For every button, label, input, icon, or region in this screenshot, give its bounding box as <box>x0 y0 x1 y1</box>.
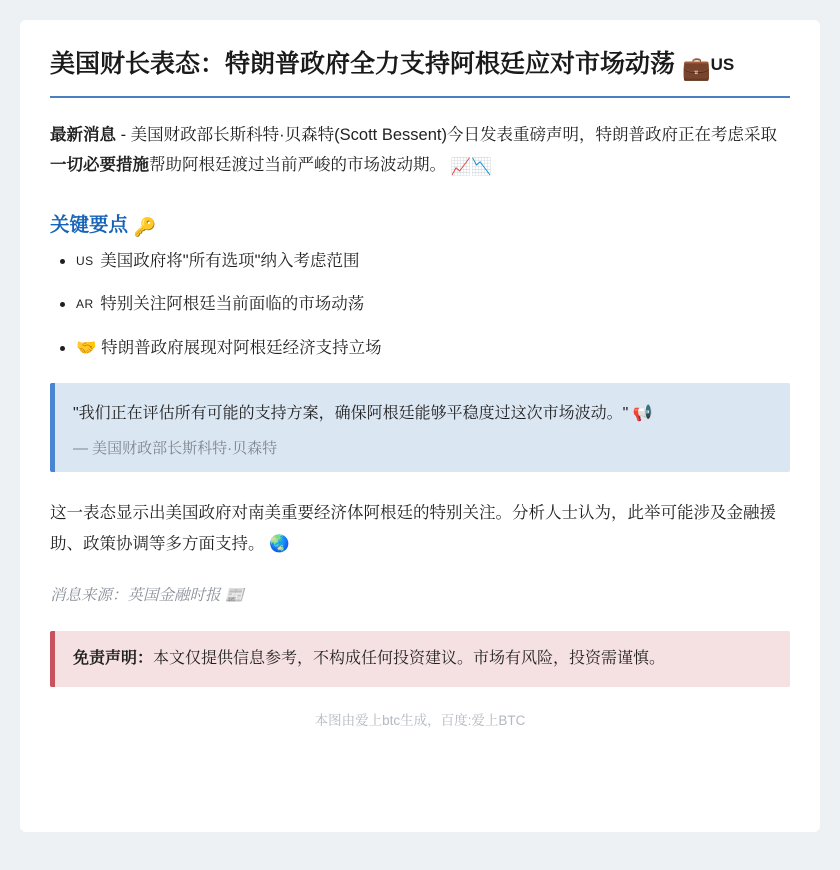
disclaimer-line <box>73 646 772 672</box>
lede-emphasis: 一切必要措施 <box>50 156 149 175</box>
list-item <box>76 248 790 274</box>
source-line <box>50 583 790 605</box>
pull-quote <box>50 383 790 472</box>
section-heading-text: 关键要点 <box>50 213 129 236</box>
quote-attribution: — 美国财政部长斯科特·贝森特 <box>73 440 278 458</box>
newspaper-icon: 📰 <box>224 586 245 605</box>
disclaimer-box <box>50 631 790 687</box>
lede-label: 最新消息 <box>50 125 116 144</box>
disclaimer-text: 本文仅提供信息参考，不构成任何投资建议。市场有风险，投资需谨慎。 <box>153 650 666 668</box>
list-item <box>76 291 790 317</box>
lede-part-1: 美国财政部长斯科特·贝森特(Scott Bessent)今日发表重磅声明，特朗普政府正在考虑采取 <box>130 125 777 144</box>
page-title <box>50 48 790 86</box>
chart-up-icon: 📈 <box>450 157 472 177</box>
quote-text-line <box>73 399 772 427</box>
source-name: 英国金融时报 <box>127 587 221 605</box>
headline-country-tag: US <box>710 55 735 74</box>
quote-text: "我们正在评估所有可能的支持方案，确保阿根廷能够平稳度过这次市场波动。" <box>73 404 629 422</box>
briefcase-icon: 💼 <box>681 56 711 82</box>
lede-paragraph <box>50 120 790 183</box>
source-label: 消息来源： <box>50 587 128 605</box>
flag-tag-ar: AR <box>76 297 94 312</box>
megaphone-icon: 📢 <box>632 402 653 422</box>
key-points-list <box>50 248 790 361</box>
analysis-paragraph <box>50 498 790 559</box>
list-item <box>76 335 790 361</box>
handshake-icon: 🤝 <box>76 337 97 357</box>
list-item-label: 特朗普政府展现对阿根廷经济支持立场 <box>101 338 382 357</box>
headline-text: 美国财长表态：特朗普政府全力支持阿根廷应对市场动荡 <box>50 50 676 78</box>
flag-tag-us: US <box>76 253 94 268</box>
title-divider <box>50 96 790 98</box>
section-heading-key-points <box>50 209 790 238</box>
list-item-label: 特别关注阿根廷当前面临的市场动荡 <box>100 295 365 314</box>
lede-separator: - <box>116 125 131 144</box>
lede-part-2: 帮助阿根廷渡过当前严峻的市场波动期。 <box>149 156 446 175</box>
analysis-text: 这一表态显示出美国政府对南美重要经济体阿根廷的特别关注。分析人士认为，此举可能涉及金融援助、政策协调等多方面支持。 <box>50 504 776 553</box>
disclaimer-label: 免责声明： <box>73 650 154 668</box>
key-icon: 🔑 <box>133 216 156 238</box>
globe-icon: 🌏 <box>269 533 290 553</box>
footer-credit: 本图由爱上btc生成，百度:爱上BTC <box>314 712 526 728</box>
list-item-label: 美国政府将"所有选项"纳入考虑范围 <box>100 251 360 270</box>
article-card <box>20 20 820 832</box>
chart-down-icon: 📉 <box>471 157 492 177</box>
